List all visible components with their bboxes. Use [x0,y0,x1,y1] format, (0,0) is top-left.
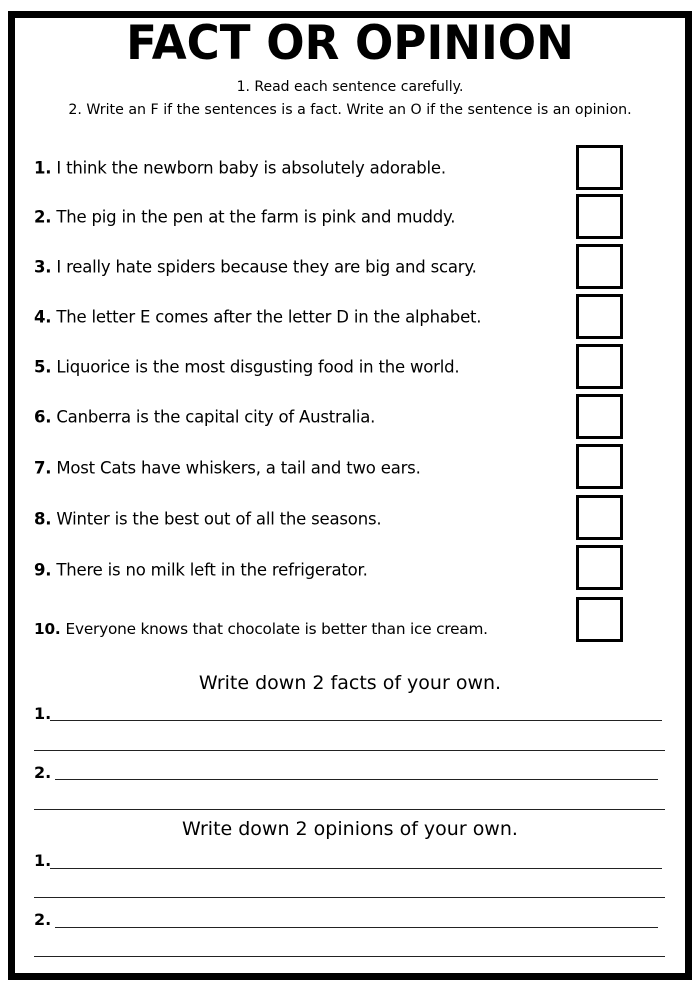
opinion-2-label: 2. [34,910,52,929]
opinion-1-line[interactable] [50,868,662,869]
question-text: 2. The pig in the pen at the farm is pink and muddy. [34,207,456,227]
worksheet-title: FACT OR OPINION [126,16,574,71]
question-number: 10. [34,620,61,638]
answer-box-2[interactable] [576,194,623,239]
question-item [34,606,634,652]
question-text: 7. Most Cats have whiskers, a tail and two ears. [34,458,421,478]
instruction-2: 2. Write an F if the sentences is a fact. Write an O if the sentence is an opinion. [68,102,632,118]
question-number: 1. [34,158,52,178]
opinion-2-continuation-line[interactable] [34,956,665,957]
question-number: 6. [34,407,52,427]
instruction-1: 1. Read each sentence carefully. [236,79,464,95]
question-number: 9. [34,560,52,580]
answer-box-7[interactable] [576,444,623,489]
opinion-2-line[interactable] [55,927,658,928]
fact-1-continuation-line[interactable] [34,750,665,751]
question-number: 5. [34,357,52,377]
answer-box-1[interactable] [576,145,623,190]
question-item [34,547,634,593]
question-number: 7. [34,458,52,478]
question-text: 10. Everyone knows that chocolate is better than ice cream. [34,620,488,638]
question-text: 3. I really hate spiders because they are big and scary. [34,257,477,277]
question-number: 8. [34,509,52,529]
answer-box-10[interactable] [576,597,623,642]
question-text: 5. Liquorice is the most disgusting food in the world. [34,357,460,377]
question-text: 8. Winter is the best out of all the seasons. [34,509,382,529]
fact-2-continuation-line[interactable] [34,809,665,810]
question-item [34,244,634,290]
question-item [34,294,634,340]
question-item [34,394,634,440]
question-item [34,145,634,191]
question-number: 3. [34,257,52,277]
answer-box-5[interactable] [576,344,623,389]
question-item [34,445,634,491]
fact-1-line[interactable] [50,720,662,721]
answer-box-6[interactable] [576,394,623,439]
opinions-heading: Write down 2 opinions of your own. [182,818,518,840]
question-item [34,496,634,542]
facts-heading: Write down 2 facts of your own. [198,672,502,694]
answer-box-4[interactable] [576,294,623,339]
fact-1-label: 1. [34,704,52,723]
answer-box-8[interactable] [576,495,623,540]
answer-box-9[interactable] [576,545,623,590]
opinion-1-continuation-line[interactable] [34,897,665,898]
fact-2-label: 2. [34,763,52,782]
question-number: 2. [34,207,52,227]
question-item [34,344,634,390]
fact-2-line[interactable] [55,779,658,780]
opinion-1-label: 1. [34,851,52,870]
answer-box-3[interactable] [576,244,623,289]
question-item [34,194,634,240]
question-text: 1. I think the newborn baby is absolutely adorable. [34,158,446,178]
question-text: 6. Canberra is the capital city of Australia. [34,407,376,427]
question-text: 4. The letter E comes after the letter D in the alphabet. [34,307,482,327]
question-text: 9. There is no milk left in the refrigerator. [34,560,368,580]
question-number: 4. [34,307,52,327]
